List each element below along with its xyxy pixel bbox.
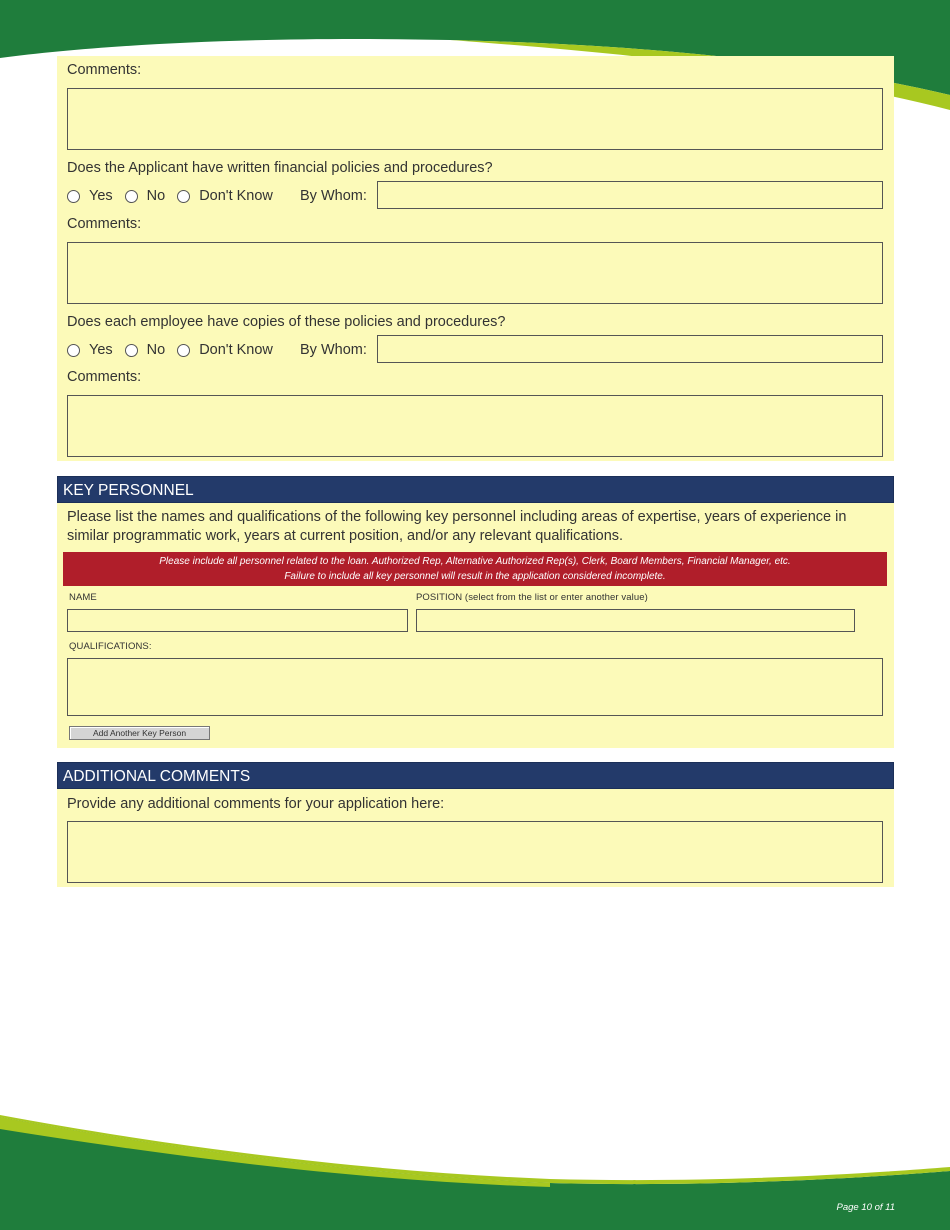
copies-comments-label: Comments: (67, 369, 142, 385)
copies-comments-field[interactable] (67, 395, 883, 457)
radio-icon[interactable] (125, 344, 138, 357)
name-label: NAME (69, 592, 97, 603)
name-field[interactable] (67, 609, 408, 632)
policies-option-dont-know[interactable]: Don't Know (177, 188, 273, 204)
add-key-person-button[interactable]: Add Another Key Person (69, 726, 210, 740)
copies-option-dont-know[interactable]: Don't Know (177, 342, 273, 358)
position-field[interactable] (416, 609, 855, 632)
radio-icon[interactable] (125, 190, 138, 203)
key-personnel-intro-line1: Please list the names and qualifications of the following key personnel including areas of expertise, years of experience in (67, 509, 847, 525)
copies-by-whom-label: By Whom: (300, 342, 367, 358)
additional-comments-field[interactable] (67, 821, 883, 883)
copies-option-yes[interactable]: Yes (67, 342, 113, 358)
policies-comments-label: Comments: (67, 216, 142, 232)
position-label: POSITION (select from the list or enter another value) (416, 592, 648, 603)
radio-icon[interactable] (177, 344, 190, 357)
key-personnel-intro-line2: similar programmatic work, years at current position, and/or any relevant qualifications. (67, 528, 624, 544)
policies-comments-field[interactable] (67, 242, 883, 304)
additional-comments-prompt: Provide any additional comments for your application here: (67, 796, 445, 812)
qualifications-field[interactable] (67, 658, 883, 716)
qualifications-label: QUALIFICATIONS: (69, 641, 152, 652)
copies-option-no[interactable]: No (125, 342, 166, 358)
key-personnel-header: KEY PERSONNEL (57, 476, 894, 503)
footer-wave-decoration (0, 1105, 950, 1230)
additional-comments-header: ADDITIONAL COMMENTS (57, 762, 894, 789)
copies-question-text: Does each employee have copies of these policies and procedures? (67, 314, 506, 330)
policies-by-whom-label: By Whom: (300, 188, 367, 204)
policies-question-text: Does the Applicant have written financial policies and procedures? (67, 160, 493, 176)
warning-line2: Failure to include all key personnel will result in the application considered incomplete. (284, 571, 666, 582)
comments-label: Comments: (67, 62, 142, 78)
comments-field-previous[interactable] (67, 88, 883, 150)
policies-radio-group (67, 188, 285, 204)
radio-icon[interactable] (67, 190, 80, 203)
page-number: Page 10 of 11 (836, 1202, 895, 1213)
warning-line1: Please include all personnel related to the loan. Authorized Rep, Alternative Authorized Rep(s), Clerk, Board Members, Financial Manager, etc. (159, 556, 791, 567)
copies-radio-group (67, 342, 285, 358)
radio-icon[interactable] (177, 190, 190, 203)
policies-by-whom-field[interactable] (377, 181, 883, 209)
copies-by-whom-field[interactable] (377, 335, 883, 363)
policies-option-no[interactable]: No (125, 188, 166, 204)
policies-option-yes[interactable]: Yes (67, 188, 113, 204)
radio-icon[interactable] (67, 344, 80, 357)
key-personnel-warning-banner (63, 552, 887, 586)
